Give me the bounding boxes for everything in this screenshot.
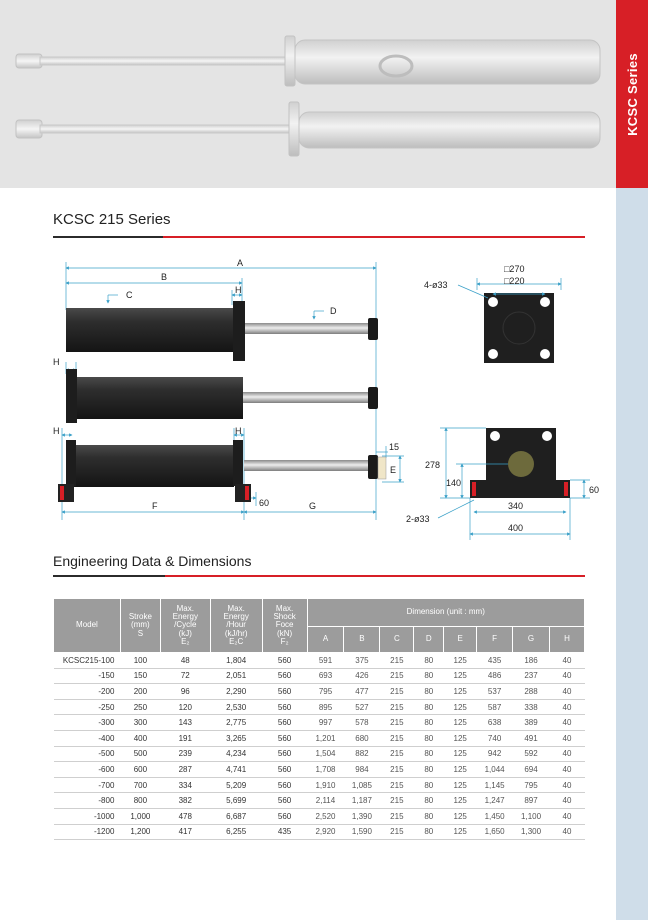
table-cell: 215	[380, 793, 414, 809]
table-cell: 400	[120, 730, 160, 746]
table-cell: 2,775	[210, 715, 262, 731]
header-model: Model	[54, 599, 121, 653]
label-H-top: H	[235, 285, 242, 295]
table-cell: 215	[380, 777, 414, 793]
table-cell: 40	[550, 746, 585, 762]
label-G: G	[309, 501, 317, 511]
table-cell: 882	[344, 746, 380, 762]
label-D: D	[330, 306, 337, 316]
table-cell: 638	[477, 715, 513, 731]
header-dim-H: H	[550, 627, 585, 653]
header-shock-force: Max. Shock Foce (kN) F₂	[262, 599, 307, 653]
table-cell: 2,051	[210, 668, 262, 684]
header-dim-B: B	[344, 627, 380, 653]
table-body	[54, 653, 585, 840]
table-cell: 2,920	[307, 824, 344, 840]
table-cell: 100	[120, 653, 160, 669]
table-row	[54, 746, 585, 762]
table-cell: 2,290	[210, 684, 262, 700]
table-cell: 560	[262, 730, 307, 746]
table-cell: 486	[477, 668, 513, 684]
table-cell: 40	[550, 653, 585, 669]
table-row	[54, 808, 585, 824]
table-row	[54, 684, 585, 700]
flange-front-view	[458, 278, 561, 363]
table-row	[54, 824, 585, 840]
table-row	[54, 793, 585, 809]
model-cell: -500	[54, 746, 121, 762]
header-energy-cycle: Max. Energy /Cycle (kJ) E₂	[160, 599, 210, 653]
table-cell: 560	[262, 793, 307, 809]
label-140: 140	[446, 478, 462, 488]
table-cell: 560	[262, 808, 307, 824]
table-cell: 2,520	[307, 808, 344, 824]
table-cell: 237	[513, 668, 550, 684]
table-cell: 215	[380, 699, 414, 715]
table-cell: 125	[444, 684, 477, 700]
table-cell: 40	[550, 824, 585, 840]
table-cell: 125	[444, 793, 477, 809]
shock-absorber-render-1	[16, 36, 600, 86]
table-cell: 984	[344, 762, 380, 778]
table-cell: 125	[444, 808, 477, 824]
cylinder-middle-view	[66, 369, 378, 423]
table-cell: 80	[414, 808, 444, 824]
table-cell: 1,085	[344, 777, 380, 793]
table-row	[54, 777, 585, 793]
model-cell: -800	[54, 793, 121, 809]
table-cell: 700	[120, 777, 160, 793]
table-cell: 895	[307, 699, 344, 715]
table-cell: 1,200	[120, 824, 160, 840]
model-cell: -250	[54, 699, 121, 715]
table-cell: 125	[444, 653, 477, 669]
table-cell: 478	[160, 808, 210, 824]
table-cell: 40	[550, 762, 585, 778]
table-cell: 1,201	[307, 730, 344, 746]
table-cell: 40	[550, 808, 585, 824]
table-cell: 1,044	[477, 762, 513, 778]
table-cell: 693	[307, 668, 344, 684]
table-cell: 527	[344, 699, 380, 715]
table-cell: 997	[307, 715, 344, 731]
table-cell: 795	[513, 777, 550, 793]
table-cell: 375	[344, 653, 380, 669]
table-cell: 5,699	[210, 793, 262, 809]
table-cell: 435	[477, 653, 513, 669]
cylinder-bottom-view	[58, 440, 386, 502]
label-400: 400	[508, 523, 524, 533]
table-cell: 215	[380, 730, 414, 746]
model-cell: -1200	[54, 824, 121, 840]
label-60-right: 60	[589, 485, 600, 495]
table-cell: 287	[160, 762, 210, 778]
engineering-data-table	[53, 598, 585, 840]
product-photo	[0, 0, 616, 188]
model-cell: -700	[54, 777, 121, 793]
header-dim-F: F	[477, 627, 513, 653]
table-cell: 491	[513, 730, 550, 746]
table-cell: 435	[262, 824, 307, 840]
label-B: B	[161, 272, 168, 282]
table-cell: 40	[550, 715, 585, 731]
table-cell: 680	[344, 730, 380, 746]
table-row	[54, 699, 585, 715]
header-energy-hour: Max. Energy /Hour (kJ/hr) E₂C	[210, 599, 262, 653]
model-cell: -1000	[54, 808, 121, 824]
table-cell: 560	[262, 684, 307, 700]
header-stroke: Stroke (mm) S	[120, 599, 160, 653]
table-cell: 897	[513, 793, 550, 809]
table-cell: 587	[477, 699, 513, 715]
table-cell: 80	[414, 777, 444, 793]
table-cell: 215	[380, 762, 414, 778]
table-cell: 48	[160, 653, 210, 669]
table-row	[54, 730, 585, 746]
table-cell: 186	[513, 653, 550, 669]
table-cell: 560	[262, 715, 307, 731]
table-cell: 239	[160, 746, 210, 762]
table-cell: 215	[380, 684, 414, 700]
label-A: A	[237, 258, 244, 268]
label-bolt-holes-bottom: 2-ø33	[406, 514, 430, 524]
table-cell: 1,100	[513, 808, 550, 824]
table-cell: 215	[380, 746, 414, 762]
table-cell: 125	[444, 746, 477, 762]
table-row	[54, 715, 585, 731]
model-cell: -300	[54, 715, 121, 731]
table-cell: 80	[414, 684, 444, 700]
label-60: 60	[259, 498, 270, 508]
table-cell: 72	[160, 668, 210, 684]
table-cell: 80	[414, 824, 444, 840]
table-cell: 592	[513, 746, 550, 762]
table-cell: 389	[513, 715, 550, 731]
header-dim-A: A	[307, 627, 344, 653]
table-cell: 800	[120, 793, 160, 809]
table-cell: 6,687	[210, 808, 262, 824]
label-H-bottom-left: H	[53, 426, 60, 436]
table-cell: 1,300	[513, 824, 550, 840]
table-cell: 1,504	[307, 746, 344, 762]
table-cell: 215	[380, 808, 414, 824]
table-row	[54, 762, 585, 778]
header-dim-D: D	[414, 627, 444, 653]
header-dimension: Dimension (unit : mm)	[307, 599, 584, 627]
table-section-title: Engineering Data & Dimensions	[53, 553, 252, 569]
table-cell: 215	[380, 715, 414, 731]
model-cell: -600	[54, 762, 121, 778]
table-cell: 80	[414, 653, 444, 669]
table-cell: 215	[380, 653, 414, 669]
label-340: 340	[508, 501, 524, 511]
table-cell: 694	[513, 762, 550, 778]
table-cell: 560	[262, 762, 307, 778]
table-cell: 143	[160, 715, 210, 731]
table-cell: 2,114	[307, 793, 344, 809]
table-cell: 300	[120, 715, 160, 731]
table-cell: 215	[380, 668, 414, 684]
table-cell: 477	[344, 684, 380, 700]
label-sq-220: □220	[504, 276, 525, 286]
table-cell: 40	[550, 684, 585, 700]
label-bolt-holes-top: 4-ø33	[424, 280, 448, 290]
table-cell: 40	[550, 730, 585, 746]
series-side-tab-label: KCSC Series	[624, 52, 640, 136]
table-cell: 4,234	[210, 746, 262, 762]
label-15: 15	[389, 442, 400, 452]
table-cell: 150	[120, 668, 160, 684]
table-cell: 560	[262, 668, 307, 684]
label-H-bottom-right: H	[235, 426, 242, 436]
table-cell: 191	[160, 730, 210, 746]
table-cell: 382	[160, 793, 210, 809]
table-cell: 80	[414, 730, 444, 746]
table-cell: 1,145	[477, 777, 513, 793]
model-cell: KCSC215-100	[54, 653, 121, 669]
label-H-mid: H	[53, 357, 60, 367]
table-cell: 1,390	[344, 808, 380, 824]
table-cell: 288	[513, 684, 550, 700]
header-dim-E: E	[444, 627, 477, 653]
hero-banner	[0, 0, 616, 188]
label-sq-270: □270	[504, 264, 525, 274]
table-title-rule	[53, 575, 585, 577]
table-cell: 591	[307, 653, 344, 669]
table-cell: 740	[477, 730, 513, 746]
model-cell: -150	[54, 668, 121, 684]
table-cell: 96	[160, 684, 210, 700]
table-row	[54, 668, 585, 684]
table-cell: 125	[444, 699, 477, 715]
table-cell: 338	[513, 699, 550, 715]
table-cell: 560	[262, 699, 307, 715]
table-cell: 125	[444, 715, 477, 731]
table-cell: 2,530	[210, 699, 262, 715]
table-cell: 1,804	[210, 653, 262, 669]
table-cell: 1,450	[477, 808, 513, 824]
table-cell: 334	[160, 777, 210, 793]
model-cell: -200	[54, 684, 121, 700]
table-cell: 560	[262, 653, 307, 669]
table-cell: 125	[444, 777, 477, 793]
table-cell: 40	[550, 793, 585, 809]
label-E: E	[390, 465, 397, 475]
table-cell: 120	[160, 699, 210, 715]
header-dim-G: G	[513, 627, 550, 653]
table-cell: 942	[477, 746, 513, 762]
table-cell: 578	[344, 715, 380, 731]
table-cell: 560	[262, 746, 307, 762]
table-cell: 560	[262, 777, 307, 793]
table-cell: 1,247	[477, 793, 513, 809]
table-cell: 1,187	[344, 793, 380, 809]
table-cell: 125	[444, 762, 477, 778]
table-cell: 80	[414, 762, 444, 778]
table-cell: 40	[550, 699, 585, 715]
table-cell: 125	[444, 824, 477, 840]
label-278: 278	[425, 460, 441, 470]
title-rule	[53, 236, 585, 238]
table-cell: 500	[120, 746, 160, 762]
table-cell: 40	[550, 668, 585, 684]
table-cell: 3,265	[210, 730, 262, 746]
table-cell: 125	[444, 668, 477, 684]
table-cell: 1,910	[307, 777, 344, 793]
series-title: KCSC 215 Series	[53, 211, 171, 228]
table-cell: 200	[120, 684, 160, 700]
shock-absorber-render-2	[16, 102, 600, 156]
side-strip	[616, 188, 648, 920]
table-row	[54, 653, 585, 669]
table-cell: 40	[550, 777, 585, 793]
table-cell: 80	[414, 668, 444, 684]
table-cell: 537	[477, 684, 513, 700]
table-cell: 600	[120, 762, 160, 778]
table-cell: 80	[414, 793, 444, 809]
table-cell: 1,650	[477, 824, 513, 840]
label-C: C	[126, 290, 133, 300]
table-cell: 795	[307, 684, 344, 700]
table-cell: 4,741	[210, 762, 262, 778]
table-cell: 5,209	[210, 777, 262, 793]
label-F: F	[152, 501, 158, 511]
table-cell: 1,708	[307, 762, 344, 778]
table-cell: 80	[414, 715, 444, 731]
table-cell: 125	[444, 730, 477, 746]
model-cell: -400	[54, 730, 121, 746]
table-cell: 1,590	[344, 824, 380, 840]
table-cell: 80	[414, 746, 444, 762]
table-cell: 6,255	[210, 824, 262, 840]
table-cell: 426	[344, 668, 380, 684]
header-dim-C: C	[380, 627, 414, 653]
table-cell: 250	[120, 699, 160, 715]
table-cell: 1,000	[120, 808, 160, 824]
table-cell: 215	[380, 824, 414, 840]
table-cell: 80	[414, 699, 444, 715]
table-cell: 417	[160, 824, 210, 840]
